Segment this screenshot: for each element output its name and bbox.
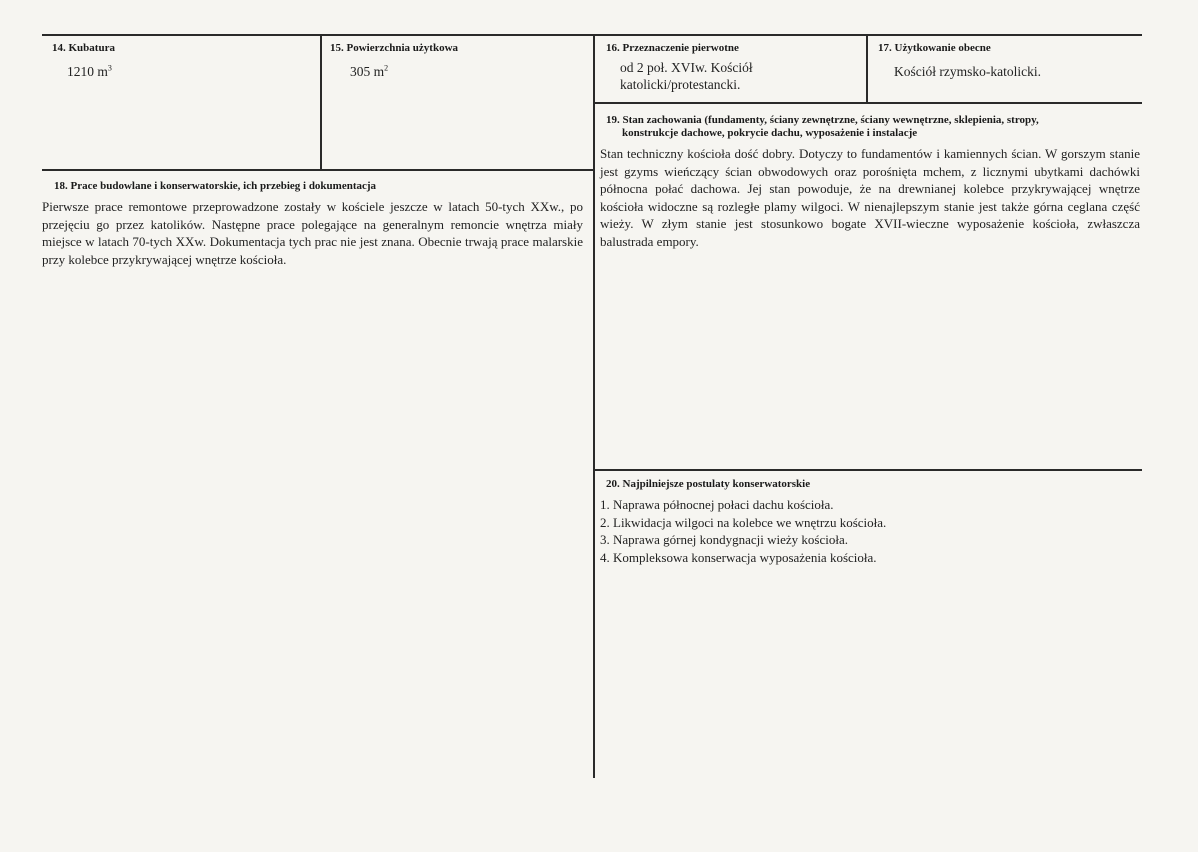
postulaty-list (600, 496, 1140, 566)
przeznaczenie-label: 16. Przeznaczenie pierwotne (606, 42, 739, 54)
postulat-item-2: 2. Likwidacja wilgoci na kolebce we wnętrzu kościoła. (600, 514, 887, 530)
stan-label (606, 114, 1039, 140)
powierzchnia-label: 15. Powierzchnia użytkowa (330, 42, 459, 54)
kubatura-value (67, 63, 112, 80)
kubatura-label: 14. Kubatura (52, 42, 115, 54)
powierzchnia-number: 305 m (350, 64, 385, 79)
przeznaczenie-line2: katolicki/protestancki. (620, 77, 741, 92)
kubatura-number: 1210 m (67, 64, 108, 79)
center-divider (593, 34, 595, 778)
divider-16-17 (866, 34, 868, 102)
row1-left-border (42, 169, 594, 171)
stan-text: Stan techniczny kościoła dość dobry. Dotyczy to fundamentów i kamiennych ścian. W gorszym stanie jest gzyms wieńczący ścian obwodowych oraz porośnięta mchem, z licznymi ubytkami dachówki północna połać dachowa. Jej stan powoduje, że na drewnianej kolebce przykrywającej wnętrze kościoła widoczne są rozległe plamy wilgoci. W nienajlepszym stanie jest także górna ceglana część wieży. W złym stanie jest stosunkowo bogate XVII-wieczne wyposażenie kościoła, zwłaszcza balustrada empory. (600, 146, 1140, 249)
stan-label-line1: 19. Stan zachowania (fundamenty, ściany zewnętrzne, ściany wewnętrzne, sklepienia, stropy, (606, 114, 1039, 126)
przeznaczenie-value (620, 59, 753, 93)
kubatura-exponent: 3 (107, 63, 112, 73)
uzytkowanie-value: Kościół rzymsko-katolicki. (894, 64, 1041, 79)
uzytkowanie-label: 17. Użytkowanie obecne (878, 42, 991, 54)
stan-label-line2: konstrukcje dachowe, pokrycie dachu, wyposażenie i instalacje (622, 127, 918, 139)
prace-label: 18. Prace budowlane i konserwatorskie, ich przebieg i dokumentacja (54, 180, 377, 192)
top-border (42, 34, 1142, 36)
powierzchnia-exponent: 2 (384, 63, 389, 73)
section-20-border (593, 469, 1142, 471)
postulat-item-4: 4. Kompleksowa konserwacja wyposażenia kościoła. (600, 549, 877, 565)
postulat-item-3: 3. Naprawa górnej kondygnacji wieży kościoła. (600, 532, 849, 547)
powierzchnia-value (350, 63, 388, 80)
przeznaczenie-line1: od 2 poł. XVIw. Kościół (620, 60, 753, 75)
postulaty-label: 20. Najpilniejsze postulaty konserwatorskie (606, 478, 811, 490)
postulat-item-1: 1. Naprawa północnej połaci dachu kościoła. (600, 497, 834, 512)
row1-right-border (593, 102, 1142, 104)
divider-14-15 (320, 34, 322, 170)
prace-text: Pierwsze prace remontowe przeprowadzone zostały w kościele jeszcze w latach 50-tych XXw., po przejęciu go przez katolików. Następne prace polegające na generalnym remoncie wnętrza miały miejsce w latach 70-tych XXw. Dokumentacja tych prac nie jest znana. Obecnie trwają prace malarskie przy kolebce przykrywającej wnętrze kościoła. (42, 199, 583, 267)
